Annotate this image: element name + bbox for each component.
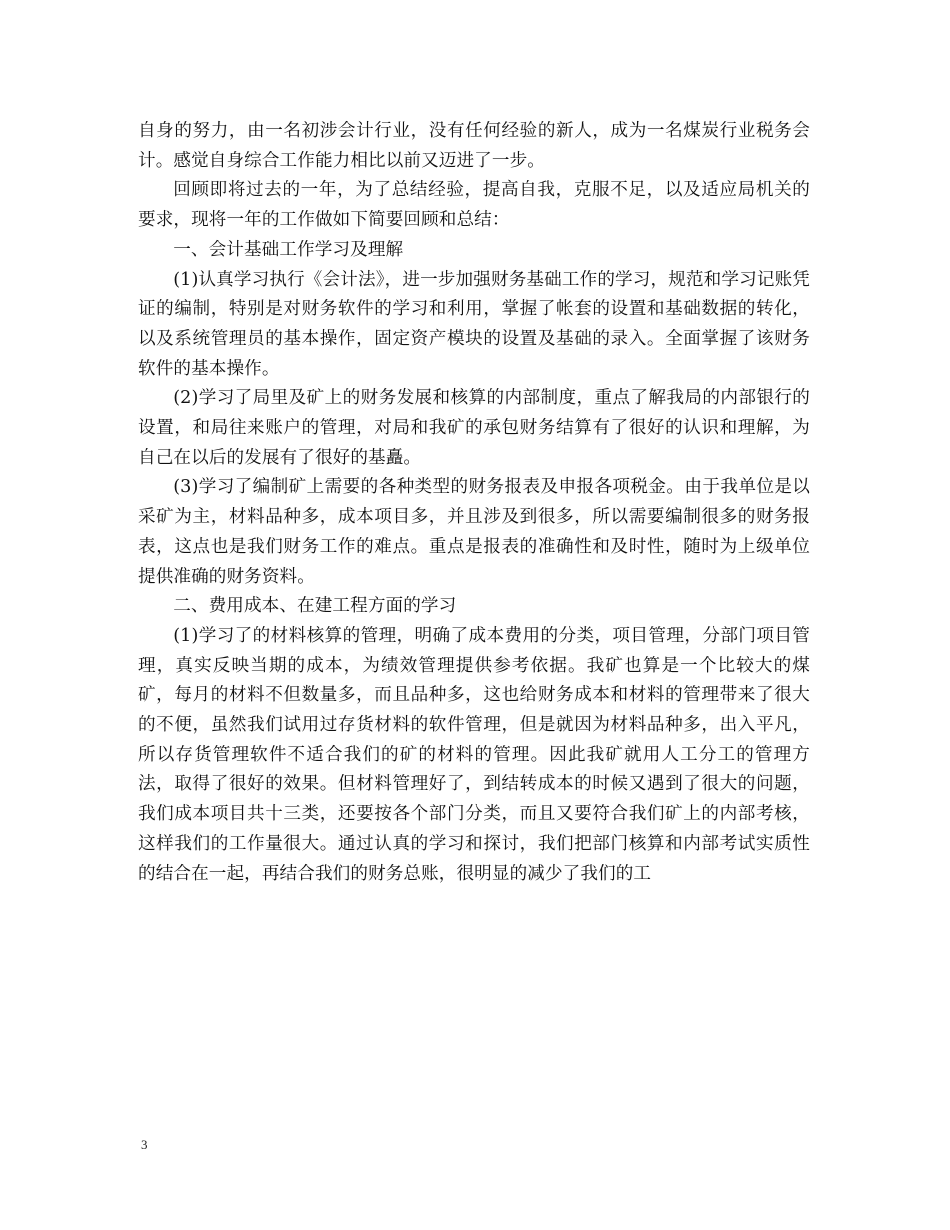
- paragraph-item-1-accounting-law: (1)认真学习执行《会计法》，进一步加强财务基础工作的学习，规范和学习记账凭证的编制，特别是对财务软件的学习和利用，掌握了帐套的设置和基础数据的转化，以及系统管理员的基本操作，固定资产模块的设置及基础的录入。全面掌握了该财务软件的基本操作。: [138, 269, 810, 379]
- paragraph-review-intro: 回顾即将过去的一年，为了总结经验，提高自我，克服不足，以及适应局机关的要求，现将一年的工作做如下简要回顾和总结：: [138, 180, 810, 231]
- section-heading-cost-construction: 二、费用成本、在建工程方面的学习: [173, 596, 457, 617]
- paragraph-continuation: 自身的努力，由一名初涉会计行业，没有任何经验的新人，成为一名煤炭行业税务会计。感觉自身综合工作能力相比以前又迈进了一步。: [138, 121, 810, 171]
- paragraph-item-2-internal-system: (2)学习了局里及矿上的财务发展和核算的内部制度，重点了解我局的内部银行的设置，和局往来账户的管理，对局和我矿的承包财务结算有了很好的认识和理解，为自己在以后的发展有了很好的基矗。: [138, 388, 810, 468]
- paragraph-item-3-financial-reports: (3)学习了编制矿上需要的各种类型的财务报表及申报各项税金。由于我单位是以采矿为主，材料品种多，成本项目多，并且涉及到很多，所以需要编制很多的财务报表，这点也是我们财务工作的难点。重点是报表的准确性和及时性，随时为上级单位提供准确的财务资料。: [138, 477, 810, 587]
- page-number: 3: [141, 1137, 148, 1152]
- section-heading-accounting-basics: 一、会计基础工作学习及理解: [173, 239, 404, 260]
- paragraph-item-1-material-accounting: (1)学习了的材料核算的管理，明确了成本费用的分类，项目管理，分部门项目管理，真实反映当期的成本，为绩效管理提供参考依据。我矿也算是一个比较大的煤矿，每月的材料不但数量多，而且品种多，这也给财务成本和材料的管理带来了很大的不便，虽然我们试用过存货材料的软件管理，但是就因为材料品种多，出入平凡，所以存货管理软件不适合我们的矿的材料的管理。因此我矿就用人工分工的管理方法，取得了很好的效果。但材料管理好了，到结转成本的时候又遇到了很大的问题，我们成本项目共十三类，还要按各个部门分类，而且又要符合我们矿上的内部考核，这样我们的工作量很大。通过认真的学习和探讨，我们把部门核算和内部考试实质性的结合在一起，再结合我们的财务总账，很明显的减少了我们的工: [138, 625, 810, 884]
- body-text: [138, 117, 810, 889]
